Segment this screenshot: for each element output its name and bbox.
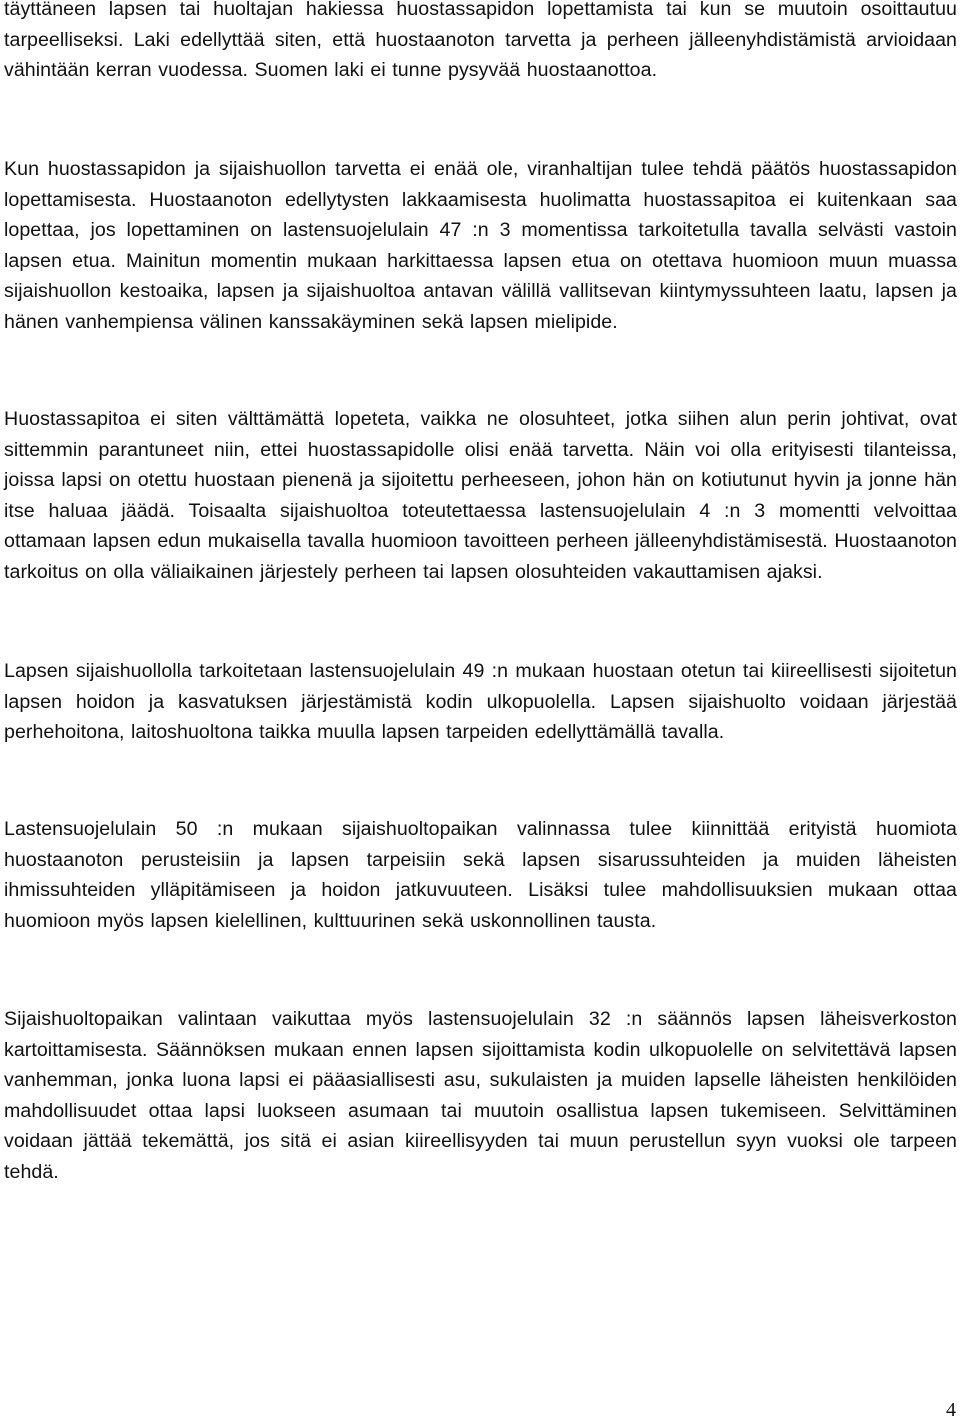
paragraph-3: Huostassapitoa ei siten välttämättä lopeteta, vaikka ne olosuhteet, jotka siihen alun perin johtivat, ovat sittemmin parantuneet niin, ettei huostassapidolle olisi enää tarvetta. Näin voi olla erityisesti tilanteissa, joissa lapsi on otettu huostaan pienenä ja sijoitettu perheeseen, johon hän on kotiutunut hyvin ja jonne hän itse haluaa jäädä. Toisaalta sijaishuoltoa toteutettaessa lastensuojelulain 4 :n 3 momentti velvoittaa ottamaan lapsen edun mukaisella tavalla huomioon tavoitteen perheen jälleenyhdistämisestä. Huostaanoton tarkoitus on olla väliaikainen järjestely perheen tai lapsen olosuhteiden vakauttamisen ajaksi. [4, 408, 957, 583]
paragraph-5: Lastensuojelulain 50 :n mukaan sijaishuoltopaikan valinnassa tulee kiinnittää erityistä huomiota huostaanoton perusteisiin ja lapsen tarpeisiin sekä lapsen sisarussuhteiden ja muiden läheisten ihmissuhteiden ylläpitämiseen ja hoidon jatkuvuuteen. Lisäksi tulee mahdollisuuksien mukaan ottaa huomioon myös lapsen kielellinen, kulttuurinen sekä uskonnollinen tausta. [4, 818, 957, 932]
paragraph-2: Kun huostassapidon ja sijaishuollon tarvetta ei enää ole, viranhaltijan tulee tehdä päätös huostassapidon lopettamisesta. Huostaanoton edellytysten lakkaamisesta huolimatta huostassapitoa ei kuitenkaan saa lopettaa, jos lopettaminen on lastensuojelulain 47 :n 3 momentissa tarkoitetulla tavalla selvästi vastoin lapsen etua. Mainitun momentin mukaan harkittaessa lapsen etua on otettava huomioon muun muassa sijaishuollon kestoaika, lapsen ja sijaishuoltoa antavan välillä vallitsevan kiintymyssuhteen laatu, lapsen ja hänen vanhempiensa välinen kanssakäyminen sekä lapsen mielipide. [4, 158, 957, 333]
paragraph-6: Sijaishuoltopaikan valintaan vaikuttaa myös lastensuojelulain 32 :n säännös lapsen läheisverkoston kartoittamisesta. Säännöksen mukaan ennen lapsen sijoittamista kodin ulkopuolelle on selvitettävä lapsen vanhemman, jonka luona lapsi ei pääasiallisesti asu, sukulaisten ja muiden lapselle läheisten henkilöiden mahdollisuudet ottaa lapsi luokseen asumaan tai muutoin osallistua lapsen tukemiseen. Selvittäminen voidaan jättää tekemättä, jos sitä ei asian kiireellisyyden tai muun perustellun syyn vuoksi ole tarpeen tehdä. [4, 1008, 957, 1183]
paragraph-4: Lapsen sijaishuollolla tarkoitetaan lastensuojelulain 49 :n mukaan huostaan otetun tai kiireellisesti sijoitetun lapsen hoidon ja kasvatuksen järjestämistä kodin ulkopuolella. Lapsen sijaishuolto voidaan järjestää perhehoitona, laitoshuoltona taikka muulla lapsen tarpeiden edellyttämällä tavalla. [4, 660, 957, 743]
paragraph-1: täyttäneen lapsen tai huoltajan hakiessa huostassapidon lopettamista tai kun se muutoin osoittautuu tarpeelliseksi. Laki edellyttää siten, että huostaanoton tarvetta ja perheen jälleenyhdistämistä arvioidaan vähintään kerran vuodessa. Suomen laki ei tunne pysyvää huostaanottoa. [4, 0, 957, 81]
page-number: 4 [946, 1399, 956, 1421]
